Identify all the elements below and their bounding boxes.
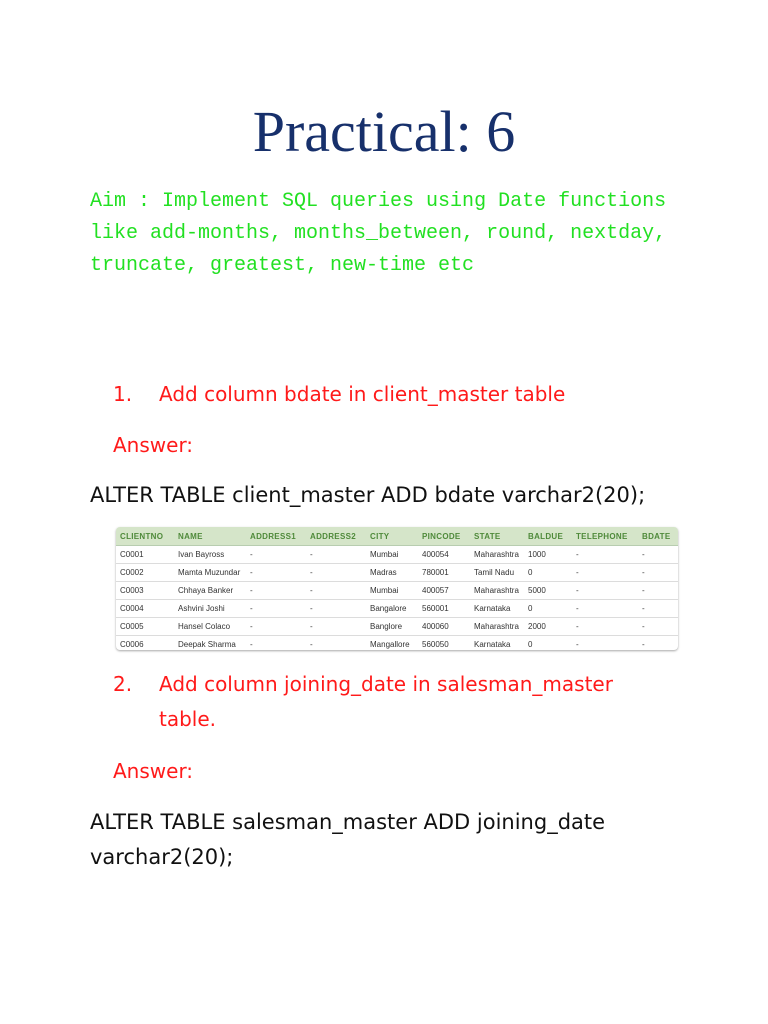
- table-cell: 0: [528, 640, 533, 649]
- question-2: [113, 667, 653, 737]
- table-row: [116, 636, 678, 651]
- table-cell: -: [638, 564, 678, 582]
- table-header-row: [116, 527, 678, 546]
- table-cell: C0002: [116, 564, 174, 582]
- table-cell: Hansel Colaco: [174, 618, 246, 636]
- column-header: PINCODE: [418, 527, 470, 546]
- table-cell: Karnataka: [470, 600, 524, 618]
- client-master-table: [116, 527, 678, 650]
- table-row: [116, 582, 678, 600]
- table-cell: -: [306, 618, 366, 636]
- table-row: [116, 564, 678, 582]
- table-cell: Maharashtra: [470, 582, 524, 600]
- table-cell: 5000: [524, 582, 572, 600]
- table-cell: -: [572, 564, 638, 582]
- table-cell: 400060: [418, 618, 470, 636]
- table-cell: C0001: [116, 546, 174, 564]
- column-header: CITY: [366, 527, 418, 546]
- table-cell: -: [306, 600, 366, 618]
- table-cell: 0: [524, 564, 572, 582]
- page-title: Practical: 6: [252, 99, 516, 164]
- table-cell: Mangallore: [370, 640, 410, 649]
- question-text: Add column joining_date in salesman_master table.: [159, 672, 613, 731]
- table-cell: Ashvini Joshi: [174, 600, 246, 618]
- table-cell: -: [306, 564, 366, 582]
- answer-label: Answer:: [113, 759, 194, 783]
- table-cell: 0: [524, 600, 572, 618]
- column-header: ADDRESS2: [306, 527, 366, 546]
- column-header: TELEPHONE: [572, 527, 638, 546]
- table-cell: -: [246, 546, 306, 564]
- table-row: [116, 600, 678, 618]
- table-cell: Bangalore: [366, 600, 418, 618]
- column-header: BALDUE: [524, 527, 572, 546]
- table-cell: 2000: [524, 618, 572, 636]
- table-cell: Mumbai: [366, 582, 418, 600]
- aim-text: Aim : Implement SQL queries using Date functions like add-months, months_between, round, nextday, truncate, greatest, new-time etc: [90, 190, 679, 277]
- table-cell: Tamil Nadu: [470, 564, 524, 582]
- table-cell: 400057: [418, 582, 470, 600]
- table-cell: Deepak Sharma: [178, 640, 236, 649]
- table-cell: C0006: [120, 640, 144, 649]
- table-cell: Maharashtra: [470, 546, 524, 564]
- table-cell: Banglore: [366, 618, 418, 636]
- table-row: [116, 546, 678, 564]
- column-header: ADDRESS1: [246, 527, 306, 546]
- table-cell: -: [246, 582, 306, 600]
- table-cell: C0004: [116, 600, 174, 618]
- table-cell: -: [246, 618, 306, 636]
- question-number: 1.: [113, 382, 133, 406]
- table-cell: Mamta Muzundar: [174, 564, 246, 582]
- table-cell: -: [576, 640, 579, 649]
- table-cell: -: [306, 582, 366, 600]
- table-cell: Karnataka: [474, 640, 511, 649]
- table-cell: -: [638, 618, 678, 636]
- table-cell: -: [638, 600, 678, 618]
- table-cell: Ivan Bayross: [174, 546, 246, 564]
- column-header: NAME: [174, 527, 246, 546]
- table-cell: -: [310, 640, 313, 649]
- answer-label: Answer:: [113, 433, 194, 457]
- column-header: BDATE: [638, 527, 678, 546]
- column-header: STATE: [470, 527, 524, 546]
- client-master-table-image: [116, 527, 678, 650]
- table-cell: -: [572, 618, 638, 636]
- table-cell: -: [250, 640, 253, 649]
- sql-statement: ALTER TABLE salesman_master ADD joining_date varchar2(20);: [90, 810, 606, 869]
- table-cell: -: [572, 546, 638, 564]
- table-cell: -: [246, 564, 306, 582]
- table-cell: 560001: [418, 600, 470, 618]
- question-text: Add column bdate in client_master table: [159, 382, 566, 406]
- question-number: 2.: [113, 672, 133, 696]
- table-cell: -: [638, 546, 678, 564]
- table-cell: 780001: [418, 564, 470, 582]
- table-cell: C0005: [116, 618, 174, 636]
- table-cell: Chhaya Banker: [174, 582, 246, 600]
- table-cell: C0003: [116, 582, 174, 600]
- table-cell: -: [306, 546, 366, 564]
- table-cell: Maharashtra: [470, 618, 524, 636]
- sql-statement: ALTER TABLE client_master ADD bdate varchar2(20);: [90, 483, 646, 507]
- table-row: [116, 618, 678, 636]
- column-header: CLIENTNO: [116, 527, 174, 546]
- table-cell: -: [572, 582, 638, 600]
- table-cell: -: [246, 600, 306, 618]
- table-cell: 400054: [418, 546, 470, 564]
- table-cell: -: [642, 640, 645, 649]
- table-cell: Madras: [366, 564, 418, 582]
- table-cell: Mumbai: [366, 546, 418, 564]
- table-cell: 560050: [422, 640, 449, 649]
- question-1: [113, 377, 633, 412]
- table-cell: -: [638, 582, 678, 600]
- table-cell: 1000: [524, 546, 572, 564]
- table-cell: -: [572, 600, 638, 618]
